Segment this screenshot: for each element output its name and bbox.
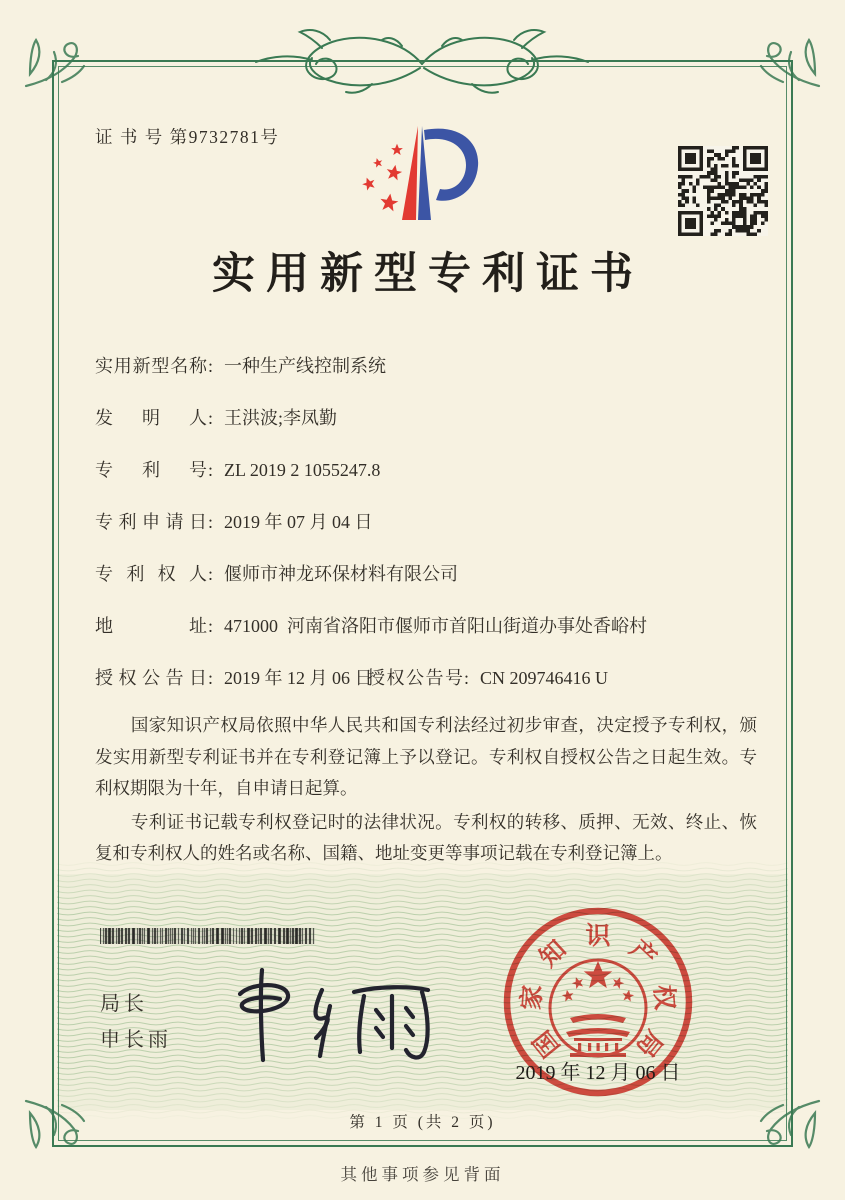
handwritten-signature xyxy=(226,964,436,1064)
field-value-inventors: 王洪波;李凤勤 xyxy=(224,408,338,428)
field-colon: : xyxy=(208,460,214,480)
field-label: 发明人 xyxy=(95,408,207,428)
field-value-address: 471000 河南省洛阳市偃师市首阳山街道办事处香峪村 xyxy=(224,616,648,636)
field-colon: : xyxy=(208,668,214,688)
field-label: 地址 xyxy=(95,616,207,636)
seal-char: 识 xyxy=(585,923,611,950)
field-colon: : xyxy=(208,512,214,532)
corner-ornament-top-right xyxy=(743,22,823,102)
cnipa-logo xyxy=(352,120,492,228)
seal-char: 局 xyxy=(630,1025,668,1062)
field-label: 专利权人 xyxy=(95,564,207,584)
field-value-patent-number: ZL 2019 2 1055247.8 xyxy=(224,460,381,480)
seal-char: 国 xyxy=(528,1025,566,1062)
field-value-grant-number: CN 209746416 U xyxy=(480,668,609,688)
field-label: 授权公告号 xyxy=(367,668,463,688)
seal-char: 权 xyxy=(649,984,678,1011)
field-value-grant-date: 2019 年 12 月 06 日 xyxy=(224,668,373,688)
field-colon: : xyxy=(208,564,214,584)
field-colon: : xyxy=(464,668,470,688)
field-value-filing-date: 2019 年 07 月 04 日 xyxy=(224,512,373,532)
seal-char: 家 xyxy=(518,984,547,1011)
field-value-utility-model-name: 一种生产线控制系统 xyxy=(224,356,387,376)
field-label: 专利号 xyxy=(95,460,207,480)
field-row-patentee xyxy=(95,560,760,612)
field-row-grant xyxy=(95,664,760,716)
seal-char: 产 xyxy=(624,935,662,973)
field-row-address xyxy=(95,612,760,664)
field-colon: : xyxy=(208,408,214,428)
legal-paragraph-2: 专利证书记载专利权登记时的法律状况。专利权的转移、质押、无效、终止、恢复和专利权人的姓名或名称、国籍、地址变更等事项记载在专利登记簿上。 xyxy=(95,811,757,863)
field-row-inventor xyxy=(95,404,760,456)
signer-block xyxy=(100,986,172,1058)
legal-text xyxy=(95,710,757,872)
certificate-fields xyxy=(95,352,760,716)
field-colon: : xyxy=(208,356,214,376)
field-row-patent-no xyxy=(95,456,760,508)
barcode xyxy=(100,928,317,944)
page-number: 第 1 页 (共 2 页) xyxy=(349,1114,496,1131)
qr-code xyxy=(678,146,768,236)
field-row-name xyxy=(95,352,760,404)
field-label: 专利申请日 xyxy=(95,512,207,532)
back-side-note: 其他事项参见背面 xyxy=(340,1165,505,1184)
signer-title: 局长 xyxy=(100,993,148,1015)
field-label: 实用新型名称 xyxy=(95,356,207,376)
signer-name: 申长雨 xyxy=(100,1029,172,1051)
corner-ornament-top-left xyxy=(22,22,102,102)
field-pair-grant-number xyxy=(367,664,608,692)
certificate-title: 实用新型专利证书 xyxy=(212,251,644,298)
legal-paragraph-1: 国家知识产权局依照中华人民共和国专利法经过初步审查，决定授予专利权，颁发实用新型专利证书并在专利登记簿上予以登记。专利权自授权公告之日起生效。专利权期限为十年，自申请日起算。 xyxy=(95,715,757,798)
certificate-number: 证 书 号 第9732781号 xyxy=(95,127,280,147)
seal-date: 2019 年 12 月 06 日 xyxy=(515,1062,681,1084)
field-label: 授权公告日 xyxy=(95,668,207,688)
dragon-scroll-ornament xyxy=(252,20,592,100)
field-colon: : xyxy=(208,616,214,636)
field-value-patentee: 偃师市神龙环保材料有限公司 xyxy=(224,564,459,584)
field-row-filing-date xyxy=(95,508,760,560)
seal-char: 知 xyxy=(534,935,572,973)
national-emblem xyxy=(550,960,646,1057)
